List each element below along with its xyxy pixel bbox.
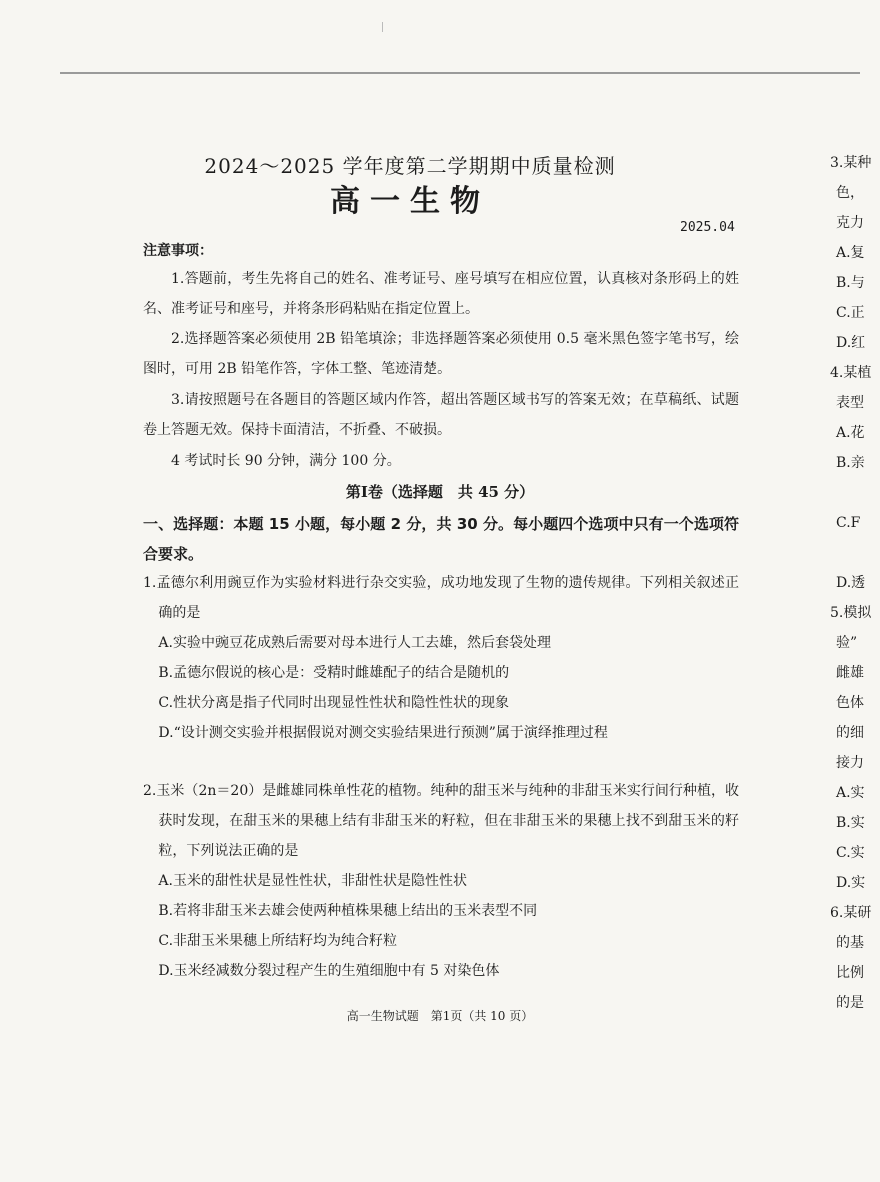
notice-heading: 注意事项： [143,243,213,259]
question-option: A.实验中豌豆花成熟后需要对母本进行人工去雄，然后套袋处理 [158,635,551,651]
scan-mark [382,22,383,32]
question-option: B.若将非甜玉米去雄会使两种植株果穗上结出的玉米表型不同 [158,903,538,919]
next-page-fragment: D.实 [836,875,866,891]
next-page-fragment: 克力 [836,215,864,231]
exam-title: 2024～2025 学年度第二学期期中质量检测 [204,154,616,178]
question-stem: 1.孟德尔利用豌豆作为实验材料进行杂交实验，成功地发现了生物的遗传规律。下列相关叙述正确的是 [143,575,739,621]
next-page-fragment: C.F [836,515,861,531]
next-page-fragment: A.复 [836,245,865,261]
next-page-fragment: 的是 [836,995,864,1011]
question-option: A.玉米的甜性状是显性性状，非甜性状是隐性性状 [158,873,467,889]
next-page-fragment: B.实 [836,815,865,831]
page-footer: 高一生物试题 第1页（共 10 页） [346,1009,534,1023]
next-page-fragment: 5.模拟 [830,605,872,621]
next-page-fragment: 比例 [836,965,864,981]
next-page-fragment: A.实 [836,785,865,801]
next-page-fragment: 的细 [836,725,864,741]
next-page-fragment: 色， [836,185,864,201]
notice-item: 4 考试时长 90 分钟，满分 100 分。 [171,453,401,469]
next-page-fragment: 雌雄 [836,665,864,681]
next-page-fragment: 的基 [836,935,864,951]
next-page-edge [830,148,872,1018]
next-page-fragment [830,538,860,568]
notice-item: 2.选择题答案必须使用 2B 铅笔填涂；非选择题答案必须使用 0.5 毫米黑色签字笔书写，绘图时，可用 2B 铅笔作答，字体工整、笔迹清楚。 [143,331,739,377]
question-option: C.非甜玉米果穗上所结籽均为纯合籽粒 [158,933,398,949]
next-page-fragment: 验” [836,635,858,651]
next-page-fragment: 表型 [836,395,864,411]
next-page-fragment: C.正 [836,305,865,321]
next-page-fragment: B.亲 [836,455,865,471]
question-stem: 2.玉米（2n＝20）是雌雄同株单性花的植物。纯种的甜玉米与纯种的非甜玉米实行间行种植，收获时发现，在甜玉米的果穗上结有非甜玉米的籽粒，但在非甜玉米的果穗上找不到甜玉米的籽粒，下列说法正确的是 [143,783,739,859]
next-page-fragment: D.透 [836,575,866,591]
next-page-fragment: B.与 [836,275,865,291]
question-option: D.“设计测交实验并根据假说对测交实验结果进行预测”属于演绎推理过程 [158,725,608,741]
notice-item: 1.答题前，考生先将自己的姓名、准考证号、座号填写在相应位置，认真核对条形码上的姓名、准考证号和座号，并将条形码粘贴在指定位置上。 [143,271,739,317]
part-intro: 一、选择题：本题 15 小题，每小题 2 分，共 30 分。每小题四个选项中只有一个选项符合要求。 [143,515,739,563]
next-page-fragment: 4.某植 [830,365,872,381]
notice-item: 3.请按照题号在各题目的答题区域内作答，超出答题区域书写的答案无效；在草稿纸、试题卷上答题无效。保持卡面清洁，不折叠、不破损。 [143,392,739,438]
question-option: C.性状分离是指子代同时出现显性性状和隐性性状的现象 [158,695,510,711]
next-page-fragment: C.实 [836,845,865,861]
question-option: B.孟德尔假说的核心是：受精时雌雄配子的结合是随机的 [158,665,510,681]
question-option: D.玉米经减数分裂过程产生的生殖细胞中有 5 对染色体 [158,963,500,979]
next-page-fragment: 6.某研 [830,905,872,921]
question-1 [143,568,739,748]
next-page-fragment: D.红 [836,335,866,351]
question-2 [143,776,739,986]
next-page-fragment: 3.某种 [830,155,872,171]
next-page-fragment [830,478,860,508]
next-page-fragment: 色体 [836,695,864,711]
top-rule [60,72,860,74]
subject-title: 高一生物 [330,184,490,219]
section-title: 第Ⅰ卷（选择题 共 45 分） [345,483,535,501]
exam-date: 2025.04 [680,220,735,235]
next-page-fragment: 接力 [836,755,864,771]
next-page-fragment: A.花 [836,425,865,441]
